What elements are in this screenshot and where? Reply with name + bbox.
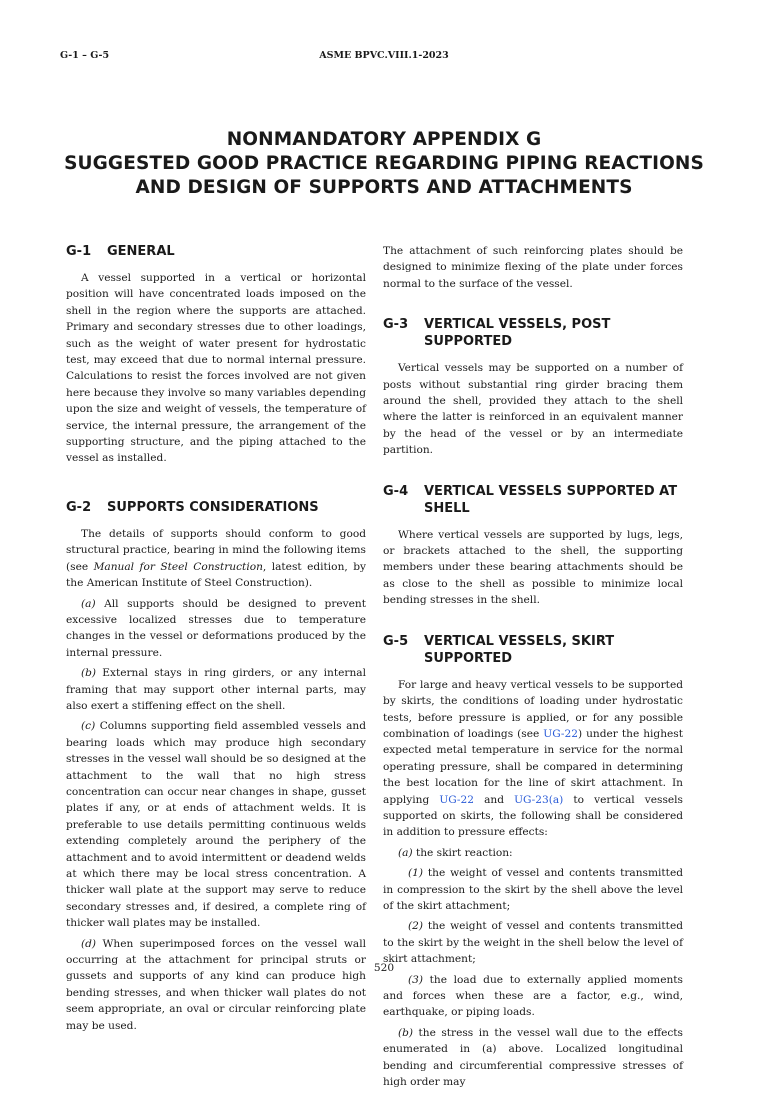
section-heading-g2 (66, 499, 366, 516)
g5-item-a: (a) the skirt reaction: (398, 846, 513, 859)
g5-item-a3: (3) the load due to externally applied moments and forces when these are a factor, e.g., wind, earthquake, or piping loads. (383, 973, 683, 1019)
section-title: GENERAL (107, 244, 175, 259)
section-title: SUPPORTS CONSIDERATIONS (107, 499, 319, 515)
ug-22-link[interactable]: UG-22 (439, 793, 474, 806)
page-number: 520 (373, 962, 395, 974)
appendix-title (40, 128, 728, 200)
g2-continuation: The attachment of such reinforcing plates should be designed to minimize flexing of the plate under forces normal to the surface of the vessel. (383, 245, 683, 290)
section-title: VERTICAL VESSELS, POST SUPPORTED (424, 317, 611, 350)
g2-item-a: (a) All supports should be designed to prevent excessive localized stresses due to temperature changes in the vessel or deformations produced by the internal pressure. (66, 597, 366, 659)
running-head (60, 50, 708, 64)
g2-intro-paragraph: The details of supports should conform to good structural practice, bearing in mind the following items (see Manual for Steel Construction, latest edition, by the American Institute of Steel Construction). (66, 527, 366, 590)
section-title: VERTICAL VESSELS, SKIRT SUPPORTED (424, 633, 615, 666)
section-number: G-4 (383, 483, 409, 499)
g1-paragraph: A vessel supported in a vertical or horizontal position will have concentrated loads imposed on the shell in the region where the supports are attached. Primary and secondary stresses due to other loadings, such as the weight of water present for hydrostatic test, may exceed that due to normal internal pressure. Calculations to resist the forces involved are not given here because they involve so many variables depending upon the size and weight of vessels, the temperature of service, the internal pressure, the arrangement of the supporting structure, and the piping attached to the vessel as installed. (66, 272, 367, 465)
left-column (66, 243, 366, 1038)
running-head-section-range: G-1 – G-5 (60, 50, 110, 61)
section-number: G-2 (66, 499, 92, 515)
section-title: VERTICAL VESSELS SUPPORTED AT SHELL (424, 483, 678, 516)
g4-paragraph: Where vertical vessels are supported by lugs, legs, or brackets attached to the shell, the supporting members under these bearing attachments should be as close to the shell as possible to minimize local bending stresses in the shell. (383, 528, 683, 607)
section-heading-g4 (383, 483, 683, 517)
ug-23a-link[interactable]: UG-23(a) (514, 793, 564, 806)
g2-item-c: (c) Columns supporting field assembled vessels and bearing loads which may produce high secondary stresses in the vessel wall should be so designed at the attachment to the wall that no high stress concentration can occur near changes in shape, gusset plates if any, or at ends of attachment welds. It is preferable to use details permitting continuous welds extending completely around the periphery of the attachment and to avoid intermittent or deadend welds at which there may be local stress concentration. A thicker wall plate at the support may serve to reduce secondary stresses and, if desired, a complete ring of thicker wall plates may be installed. (66, 720, 366, 930)
appendix-title-line-3: AND DESIGN OF SUPPORTS AND ATTACHMENTS (135, 177, 633, 198)
manual-citation: Manual for Steel Construction (93, 560, 263, 573)
g5-item-b: (b) the stress in the vessel wall due to the effects enumerated in (a) above. Localized longitudinal bending and circumferential compressive stresses of high order may (383, 1026, 683, 1089)
section-number: G-5 (383, 633, 409, 649)
running-head-code-title: ASME BPVC.VIII.1-2023 (319, 50, 449, 61)
g3-paragraph: Vertical vessels may be supported on a number of posts without substantial ring girder bracing them around the shell, provided they attach to the shell where the latter is reinforced in an equivalent manner by the head of the vessel or by an intermediate partition. (383, 362, 683, 457)
g2-item-b: (b) External stays in ring girders, or any internal framing that may support other internal parts, may also exert a stiffening effect on the shell. (66, 667, 366, 712)
section-number: G-3 (383, 317, 409, 333)
g5-intro-paragraph: For large and heavy vertical vessels to be supported by skirts, the conditions of loading under hydrostatic tests, before pressure is applied, or for any possible combination of loadings (see UG-22) under the highest expected metal temperature in service for the normal operating pressure, shall be compared in determining the best location for the line of skirt attachment. In applying UG-22 and UG-23(a) to vertical vessels supported on skirts, the following shall be considered in addition to pressure effects: (383, 678, 684, 839)
g2-item-d: (d) When superimposed forces on the vessel wall occurring at the attachment for principal struts or gussets and supports of any kind can produce high bending stresses, and when thicker wall plates do not seem appropriate, an oval or circular reinforcing plate may be used. (66, 937, 366, 1032)
section-heading-g5 (383, 633, 683, 667)
appendix-title-line-2: SUGGESTED GOOD PRACTICE REGARDING PIPING REACTIONS (64, 153, 704, 174)
section-number: G-1 (66, 244, 92, 259)
g5-item-a2: (2) the weight of vessel and contents transmitted to the skirt by the weight in the shell below the level of skirt attachment; (383, 920, 683, 966)
appendix-title-line-1: NONMANDATORY APPENDIX G (226, 129, 542, 150)
g5-item-a1: (1) the weight of vessel and contents transmitted in compression to the skirt by the shell above the level of the skirt attachment; (383, 867, 683, 912)
section-heading-g1 (66, 243, 366, 260)
section-heading-g3 (383, 316, 683, 350)
ug-22-link[interactable]: UG-22 (543, 727, 578, 740)
